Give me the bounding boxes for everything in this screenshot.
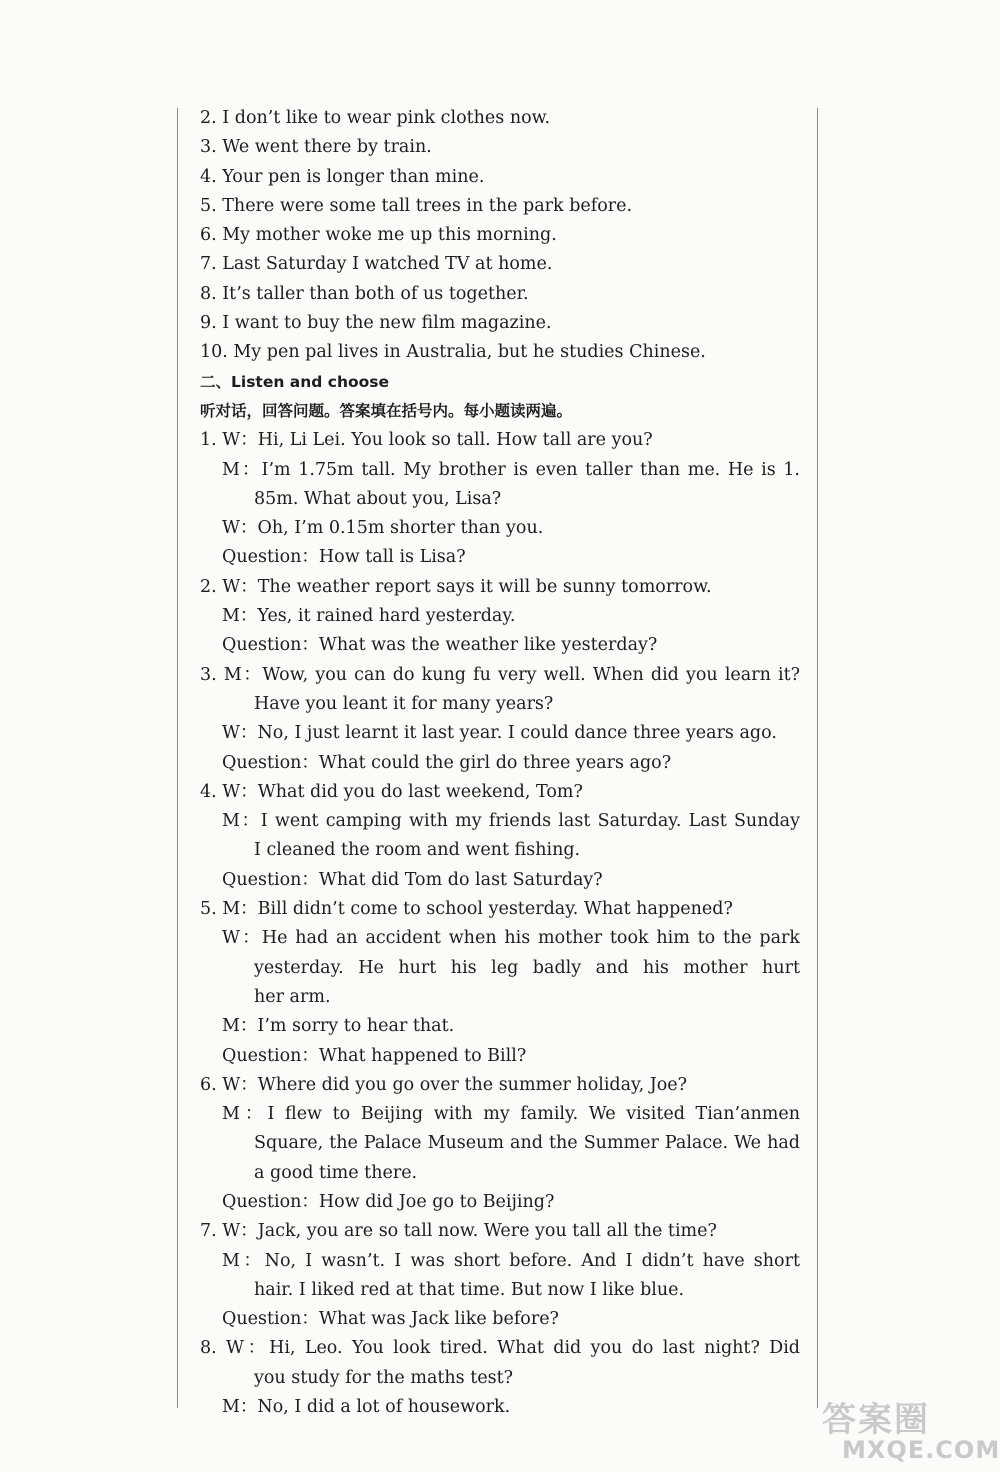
text-line: 6. My mother woke me up this morning. <box>200 225 557 246</box>
text-line: 2. I don’t like to wear pink clothes now. <box>200 108 551 128</box>
text-line: 7. W：Jack, you are so tall now. Were you tall all the time? <box>200 1221 717 1242</box>
section-heading: 听对话，回答问题。答案填在括号内。每小题读两遍。 <box>200 401 573 420</box>
text-line: M：No, I wasn’t. I was short before. And I didn’t have short <box>222 1250 800 1271</box>
text-line: M：I’m 1.75m tall. My brother is even taller than me. He is 1. <box>222 459 800 480</box>
text-line: 2. W：The weather report says it will be sunny tomorrow. <box>200 576 712 597</box>
text-line: 9. I want to buy the new film magazine. <box>200 313 552 334</box>
text-line: Question：What was Jack like before? <box>222 1309 559 1330</box>
text-line: Question：What did Tom do last Saturday? <box>222 869 603 890</box>
text-line: 6. W：Where did you go over the summer holiday, Joe? <box>200 1074 688 1095</box>
text-line: 85m. What about you, Lisa? <box>254 488 502 509</box>
text-line: 10. My pen pal lives in Australia, but he studies Chinese. <box>200 342 706 363</box>
text-line: yesterday. He hurt his leg badly and his mother hurt <box>254 957 800 978</box>
watermark-logo <box>822 1392 1000 1472</box>
text-line: M：I flew to Beijing with my family. We visited Tian’anmen <box>222 1104 800 1125</box>
text-line: W：He had an accident when his mother took him to the park <box>222 928 800 949</box>
text-line: Question：How tall is Lisa? <box>222 547 466 568</box>
text-line: 8. W：Hi, Leo. You look tired. What did you do last night? Did <box>200 1338 800 1359</box>
text-line: M：I’m sorry to hear that. <box>222 1016 455 1037</box>
text-line: Question：How did Joe go to Beijing? <box>222 1191 555 1212</box>
text-line: Question：What was the weather like yesterday? <box>222 635 658 656</box>
watermark-url: MXQE.COM <box>842 1436 1000 1464</box>
text-line: 4. W：What did you do last weekend, Tom? <box>200 781 583 802</box>
text-line: Question：What could the girl do three years ago? <box>222 752 672 773</box>
text-line: Question：What happened to Bill? <box>222 1045 527 1066</box>
text-line: a good time there. <box>254 1162 418 1183</box>
text-line: M：I went camping with my friends last Saturday. Last Sunday <box>222 811 800 832</box>
text-line: W：Oh, I’m 0.15m shorter than you. <box>222 518 544 539</box>
text-line: Have you leant it for many years? <box>254 693 554 714</box>
text-line: M：No, I did a lot of housework. <box>222 1397 511 1418</box>
text-line: you study for the maths test? <box>254 1367 514 1388</box>
right-margin-rule <box>817 108 818 1408</box>
text-line: 3. M：Wow, you can do kung fu very well. When did you learn it? <box>200 664 800 685</box>
text-line: hair. I liked red at that time. But now I like blue. <box>254 1279 685 1300</box>
text-line: 5. M：Bill didn’t come to school yesterday. What happened? <box>200 899 733 920</box>
watermark-text: 答案圈 <box>822 1400 930 1440</box>
text-line: M：Yes, it rained hard yesterday. <box>222 606 516 627</box>
text-line: 1. W：Hi, Li Lei. You look so tall. How tall are you? <box>200 430 653 451</box>
text-line: 4. Your pen is longer than mine. <box>200 166 485 187</box>
text-line: 5. There were some tall trees in the park before. <box>200 195 633 216</box>
section-heading: 二、Listen and choose <box>200 372 390 391</box>
left-margin-rule <box>177 108 178 1408</box>
text-line: I cleaned the room and went fishing. <box>254 840 581 861</box>
text-line: her arm. <box>254 986 331 1007</box>
text-line: W：No, I just learnt it last year. I could dance three years ago. <box>222 723 777 744</box>
text-line: 7. Last Saturday I watched TV at home. <box>200 254 553 275</box>
text-line: 3. We went there by train. <box>200 137 432 158</box>
answer-key-text <box>200 104 800 1422</box>
text-line: 8. It’s taller than both of us together. <box>200 283 529 304</box>
text-line: Square, the Palace Museum and the Summer Palace. We had <box>254 1133 800 1154</box>
